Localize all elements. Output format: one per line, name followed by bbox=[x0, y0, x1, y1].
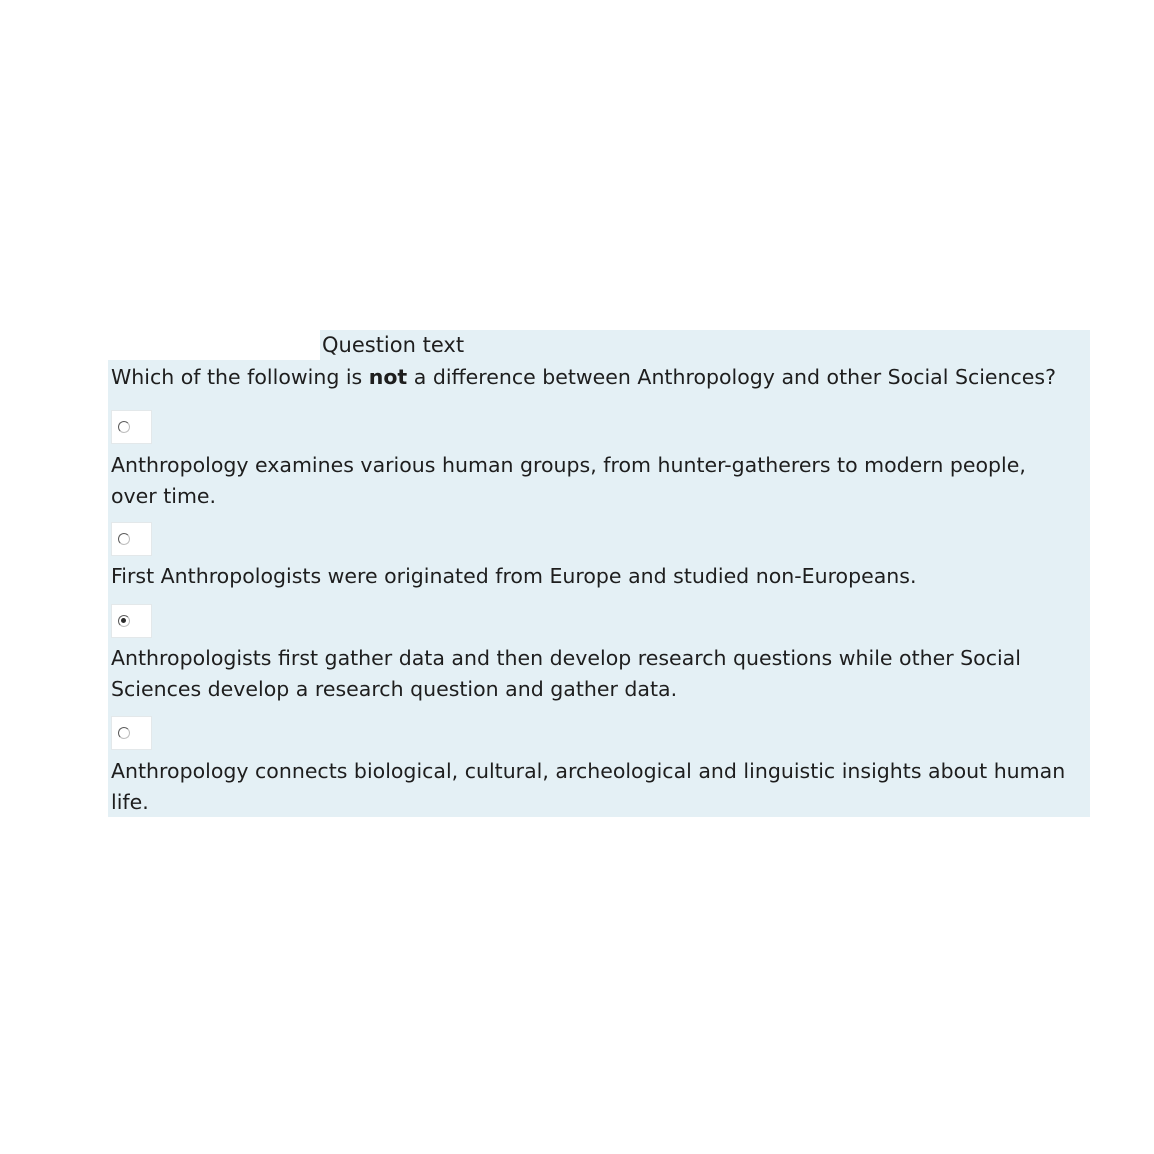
question-prompt-start: Which of the following is bbox=[111, 365, 369, 389]
option-4-label[interactable]: Anthropology connects biological, cultural, archeological and linguistic insights about human life. bbox=[111, 759, 1066, 814]
option-3-radio[interactable] bbox=[118, 615, 130, 627]
option-3-label[interactable]: Anthropologists first gather data and then develop research questions while other Social Sciences develop a research question and gather data. bbox=[111, 646, 1021, 701]
option-2-radio[interactable] bbox=[118, 533, 130, 545]
question-prompt-emphasis: not bbox=[368, 365, 408, 389]
option-4-radio[interactable] bbox=[118, 727, 130, 739]
question-panel bbox=[108, 360, 1090, 817]
option-1-radio-container[interactable] bbox=[111, 410, 152, 444]
option-4-radio-container[interactable] bbox=[111, 716, 152, 750]
question-header-label: Question text bbox=[322, 333, 465, 357]
option-1-label[interactable]: Anthropology examines various human groups, from hunter-gatherers to modern people, over time. bbox=[111, 453, 1026, 508]
question-header bbox=[320, 330, 1090, 360]
option-3-radio-container[interactable] bbox=[111, 604, 152, 638]
option-1-radio[interactable] bbox=[118, 421, 130, 433]
option-2-label[interactable]: First Anthropologists were originated from Europe and studied non-Europeans. bbox=[111, 564, 917, 588]
question-prompt-end: a difference between Anthropology and other Social Sciences? bbox=[407, 365, 1056, 389]
question-prompt bbox=[111, 363, 1056, 391]
radio-selected-dot bbox=[121, 618, 126, 623]
option-2-radio-container[interactable] bbox=[111, 522, 152, 556]
